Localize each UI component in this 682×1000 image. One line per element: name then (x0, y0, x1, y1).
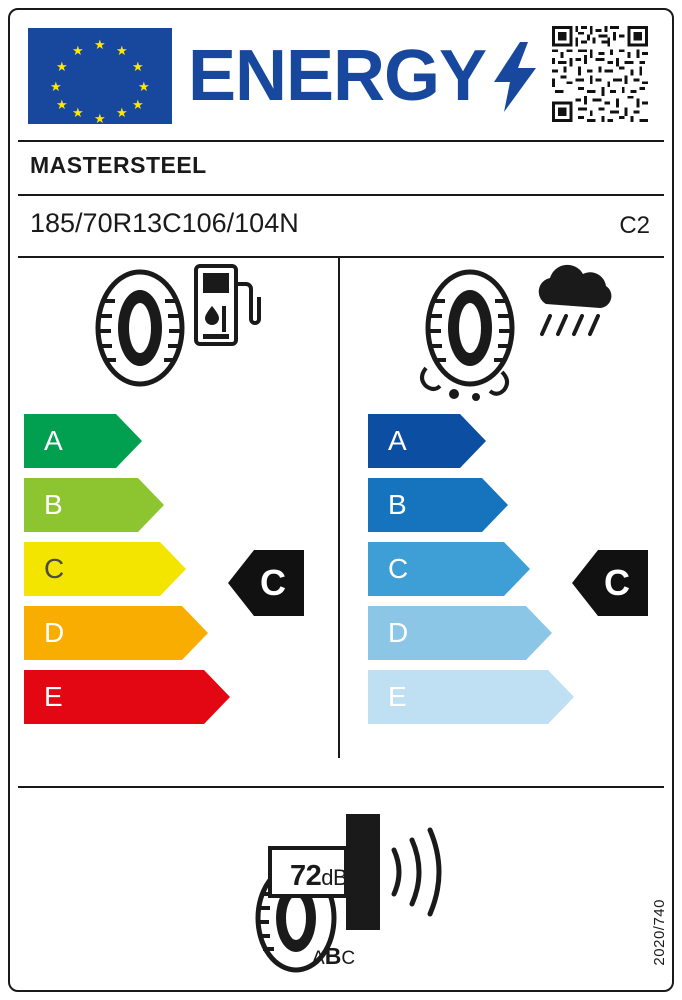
noise-section (228, 806, 468, 981)
tyre-icon-fuel (88, 268, 200, 393)
qr-code-icon (552, 26, 648, 122)
divider-size (18, 256, 664, 258)
wet-grade-shape (368, 414, 486, 468)
regulation-code: 2020/740 (651, 899, 668, 966)
fuel-efficiency-scale (24, 414, 64, 734)
wet-grade-e (368, 670, 408, 724)
noise-class-b: B (324, 943, 342, 969)
fuel-grade-letter: E (44, 681, 63, 712)
wet-grade-letter: A (388, 425, 407, 456)
fuel-grade-letter: A (44, 425, 63, 456)
fuel-grade-e (24, 670, 64, 724)
wet-grip-scale (368, 414, 408, 734)
noise-class-scale (312, 943, 355, 970)
divider-top (18, 140, 664, 142)
rain-cloud-icon (528, 264, 612, 351)
wet-grade-c (368, 542, 408, 596)
fuel-grade-letter: C (44, 553, 65, 584)
tyre-wet-icon (412, 268, 532, 408)
divider-brand (18, 194, 664, 196)
fuel-pump-icon (190, 262, 262, 353)
eu-flag-icon: ★ ★ ★ ★ ★ ★ ★ ★ ★ ★ ★ ★ (28, 28, 172, 124)
fuel-grade-shape (24, 414, 142, 468)
wet-rating-letter: C (604, 562, 630, 603)
noise-value (290, 860, 347, 893)
noise-db-unit: dB (321, 865, 348, 890)
wet-grade-a (368, 414, 408, 468)
column-divider (338, 258, 340, 758)
tyre-size: 185/70R13C106/104N (30, 208, 299, 238)
noise-db-number: 72 (290, 860, 322, 892)
noise-class-a: A (312, 948, 325, 969)
wet-rating-marker (572, 550, 648, 616)
fuel-grade-letter: D (44, 617, 65, 648)
wet-grade-letter: B (388, 489, 407, 520)
brand-name: MASTERSTEEL (30, 152, 207, 178)
divider-noise (18, 786, 664, 788)
noise-class-c: C (341, 948, 356, 969)
fuel-grade-a (24, 414, 64, 468)
wet-grade-letter: E (388, 681, 407, 712)
fuel-rating-marker (228, 550, 304, 616)
fuel-grade-c (24, 542, 64, 596)
fuel-grade-d (24, 606, 64, 660)
wet-grade-letter: D (388, 617, 409, 648)
wet-grade-b (368, 478, 408, 532)
fuel-grade-letter: B (44, 489, 63, 520)
wet-grade-letter: C (388, 553, 409, 584)
page-title: ENERGY (188, 36, 487, 116)
fuel-grade-b (24, 478, 64, 532)
fuel-rating-letter: C (260, 562, 286, 603)
tyre-class: C2 (619, 212, 650, 239)
lightning-bolt-icon (494, 42, 536, 112)
wet-grade-d (368, 606, 408, 660)
